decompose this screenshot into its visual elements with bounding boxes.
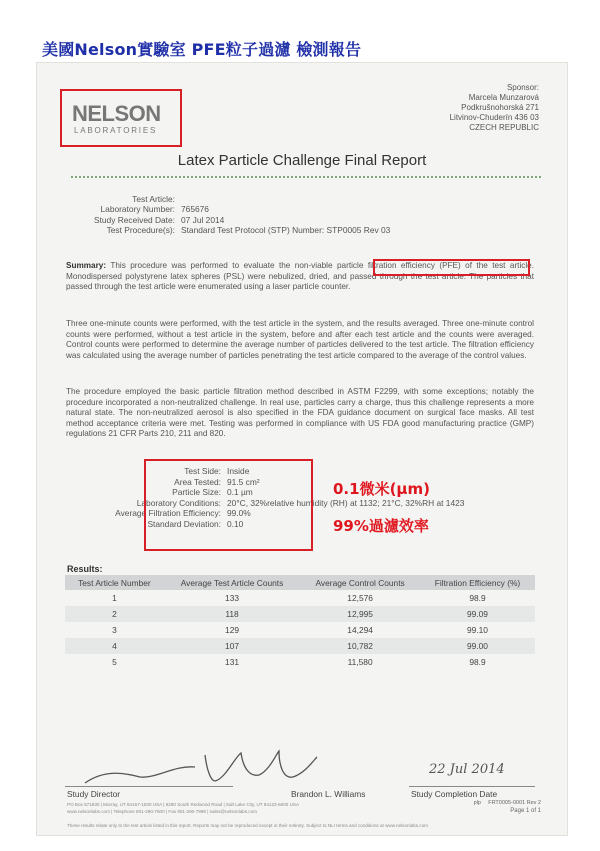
- director-label: Study Director: [67, 789, 121, 799]
- table-row: 2 118 12,995 99.09: [65, 606, 535, 622]
- nelson-logo-highlight: [60, 89, 182, 147]
- director-name: Brandon L. Williams: [291, 789, 366, 799]
- sponsor-address: [450, 83, 539, 133]
- col-header: Filtration Efficiency (%): [420, 575, 535, 590]
- method-paragraph: Three one-minute counts were performed, with the test article in the system, and the results averaged. Three one-minute control counts were performed, without a test article in the system, before and after each test article and the counts were averaged. Control counts were performed to determine the average number of particles delivered to the test article. The filtration efficiency was calculated using the average number of particles penetrating the test article compared to the average of the control values.: [66, 319, 534, 360]
- param-row: Average Filtration Efficiency: 99.0%: [115, 508, 251, 519]
- sponsor-name: Marcela Munzarová: [468, 93, 539, 102]
- completion-date-label: Study Completion Date: [411, 789, 498, 799]
- date-signature-line: [409, 786, 535, 787]
- handwritten-date: 22 Jul 2014: [429, 762, 505, 777]
- footer-disclaimer: These results relate only to the test article listed in this report. Reports may not be reproduced except in their entirety. Subject to NLI terms and conditions at www.nelsonlabs.com: [67, 823, 428, 828]
- pfe-highlight: [373, 259, 530, 276]
- results-header-row: [65, 575, 535, 590]
- title-divider: [71, 176, 541, 178]
- director-signature: [65, 743, 395, 789]
- parameters-highlight: [144, 459, 313, 551]
- procedure-paragraph: The procedure employed the basic particle filtration method described in ASTM F2299, with some exceptions; notably the procedure incorporated a non-neutralized challenge. In real use, particles carry a charge, thus this challenge represents a more natural state. The non-neutralized aerosol is also specified in the FDA guidance document on surgical face masks. All test method acceptance criteria were met. Testing was performed in compliance with US FDA good manufacturing practice (GMP) regulations 21 CFR Parts 210, 211 and 820.: [66, 387, 534, 438]
- sponsor-label: Sponsor:: [506, 83, 539, 92]
- meta-row: Test Procedure(s): Standard Test Protocol (STP) Number: STP0005 Rev 03: [106, 225, 391, 236]
- footer-page-number: Page 1 of 1: [510, 808, 541, 814]
- results-table: [65, 575, 535, 670]
- param-row: Test Side: Inside: [184, 466, 250, 476]
- footer-initials: plp: [473, 800, 481, 806]
- table-row: 3 129 14,294 99.10: [112, 625, 488, 635]
- efficiency-annotation: 99%過濾效率: [333, 517, 429, 535]
- meta-row: Laboratory Number: 765676: [100, 204, 209, 215]
- table-row: 1 133 12,576 98.9: [112, 593, 486, 603]
- summary-label: Summary:: [66, 261, 107, 270]
- table-row: 5 131 11,580 98.9: [112, 657, 486, 667]
- meta-row: Study Received Date: 07 Jul 2014: [93, 214, 225, 225]
- particle-size-annotation: 0.1微米(µm): [333, 480, 430, 498]
- nelson-logo-subtitle: LABORATORIES: [74, 126, 158, 135]
- param-row: Particle Size: 0.1 µm: [172, 487, 253, 498]
- sponsor-city: Litvinov-Chuderín 436 03: [449, 113, 539, 122]
- document-banner-title: 美國Nelson實驗室 PFE粒子過濾 檢測報告: [42, 40, 362, 59]
- footer-form-number: FRT0005-0001 Rev 2: [488, 800, 541, 806]
- summary-text: This procedure was performed to evaluate the non-viable particle filtration efficiency (PFE) of the test article. Monodispersed polystyrene latex spheres (PSL) were nebulized, dried, and passed through the test article. The particles that passed through the test article were enumerated using a laser particle counter.: [66, 261, 534, 291]
- param-row: Area Tested: 91.5 cm²: [174, 476, 260, 487]
- results-heading: Results:: [67, 564, 103, 574]
- nelson-logo: NELSON: [72, 101, 161, 126]
- param-row: Laboratory Conditions: 20°C, 32%relative humidity (RH) at 1132; 21°C, 32%RH at 1423: [136, 497, 465, 508]
- col-header: Average Control Counts: [300, 575, 420, 590]
- col-header: Test Article Number: [65, 575, 164, 590]
- sponsor-country: CZECH REPUBLIC: [469, 123, 539, 132]
- param-row: Standard Deviation: 0.10: [147, 518, 244, 529]
- report-title: Latex Particle Challenge Final Report: [177, 152, 427, 169]
- director-signature-line: [65, 786, 233, 787]
- study-meta: [67, 194, 390, 236]
- footer-address: PO Box 571830 | Murray, UT 84157-1830 USA | 6280 South Redwood Road | Salt Lake City, UT 84123-6600 USA: [67, 802, 300, 807]
- report-page: [36, 62, 568, 836]
- col-header: Average Test Article Counts: [164, 575, 300, 590]
- meta-row: Test Article:: [132, 194, 175, 204]
- footer-contacts: www.nelsonlabs.com | Telephone 801-290-7500 | Fax 801-290-7998 | sales@nelsonlabs.com: [67, 809, 257, 814]
- sponsor-street: Podkrušnohorská 271: [461, 103, 539, 112]
- table-row: 4 107 10,782 99.00: [65, 638, 535, 654]
